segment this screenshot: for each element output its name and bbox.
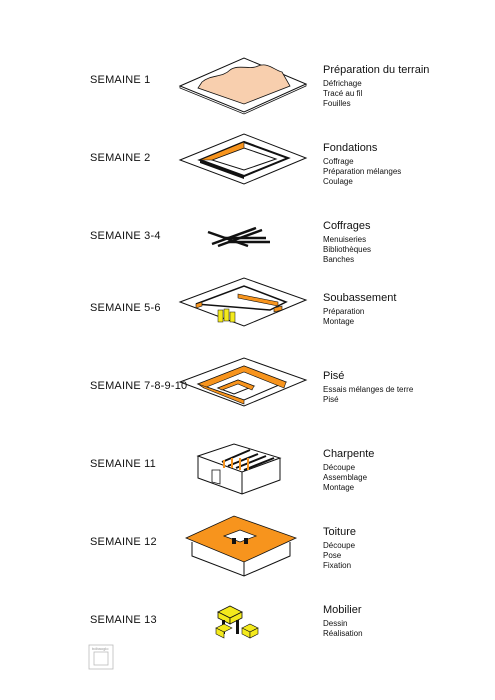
furniture-illustration [178, 594, 308, 674]
phase-item: Montage [323, 483, 355, 492]
foundations-illustration [178, 128, 308, 208]
phase-row-2 [0, 128, 495, 208]
phase-item: Fixation [323, 561, 352, 570]
phase-item: Assemblage [323, 473, 368, 482]
phase-title: Coffrages [323, 220, 371, 232]
phase-item: Banches [323, 255, 355, 264]
phase-items [323, 385, 413, 405]
phase-row-5 [0, 358, 495, 438]
week-label: SEMAINE 13 [90, 614, 157, 626]
phase-title: Toiture [323, 526, 357, 538]
rammed-earth-illustration [178, 358, 308, 438]
phase-item: Préparation mélanges [323, 167, 402, 176]
phase-item: Essais mélanges de terre [323, 385, 414, 394]
phase-item: Découpe [323, 463, 356, 472]
phase-items [323, 307, 364, 327]
phase-item: Bibliothèques [323, 245, 372, 254]
phase-item: Pose [323, 551, 342, 560]
phase-items [323, 619, 363, 639]
phase-item: Fouilles [323, 99, 351, 108]
week-label: SEMAINE 7-8-9-10 [90, 380, 188, 392]
phase-title: Soubassement [323, 292, 397, 304]
terrain-illustration [178, 48, 308, 128]
phase-item: Montage [323, 317, 355, 326]
week-label: SEMAINE 12 [90, 536, 157, 548]
phase-item: Menuiseries [323, 235, 367, 244]
phase-item: Découpe [323, 541, 356, 550]
phase-item: Dessin [323, 619, 348, 628]
phase-items [323, 463, 367, 493]
phase-items [323, 541, 355, 571]
phase-item: Réalisation [323, 629, 363, 638]
phase-row-3 [0, 208, 495, 288]
phase-item: Tracé au fil [323, 89, 363, 98]
phase-row-4 [0, 280, 495, 360]
roof-illustration [178, 516, 308, 596]
phase-item: Préparation [323, 307, 365, 316]
week-label: SEMAINE 3-4 [90, 230, 161, 242]
phase-row-6 [0, 436, 495, 516]
base-wall-illustration [178, 280, 308, 360]
phase-title: Préparation du terrain [323, 64, 430, 76]
phase-item: Coulage [323, 177, 353, 186]
week-label: SEMAINE 5-6 [90, 302, 161, 314]
phase-items [323, 235, 371, 265]
phase-items [323, 79, 362, 109]
phase-row-7 [0, 516, 495, 596]
week-label: SEMAINE 2 [90, 152, 151, 164]
phase-title: Fondations [323, 142, 378, 154]
phase-items [323, 157, 401, 187]
logo-text: bdbaoglo [92, 646, 109, 651]
phase-row-8 [0, 594, 495, 674]
phase-item: Pisé [323, 395, 339, 404]
week-label: SEMAINE 1 [90, 74, 151, 86]
phase-title: Charpente [323, 448, 375, 460]
phase-item: Défrichage [323, 79, 362, 88]
phase-title: Mobilier [323, 604, 362, 616]
week-label: SEMAINE 11 [90, 458, 156, 470]
phase-item: Coffrage [323, 157, 354, 166]
phase-row-1 [0, 48, 495, 128]
phase-title: Pisé [323, 370, 345, 382]
formwork-illustration [178, 208, 308, 288]
frame-illustration [178, 436, 308, 516]
